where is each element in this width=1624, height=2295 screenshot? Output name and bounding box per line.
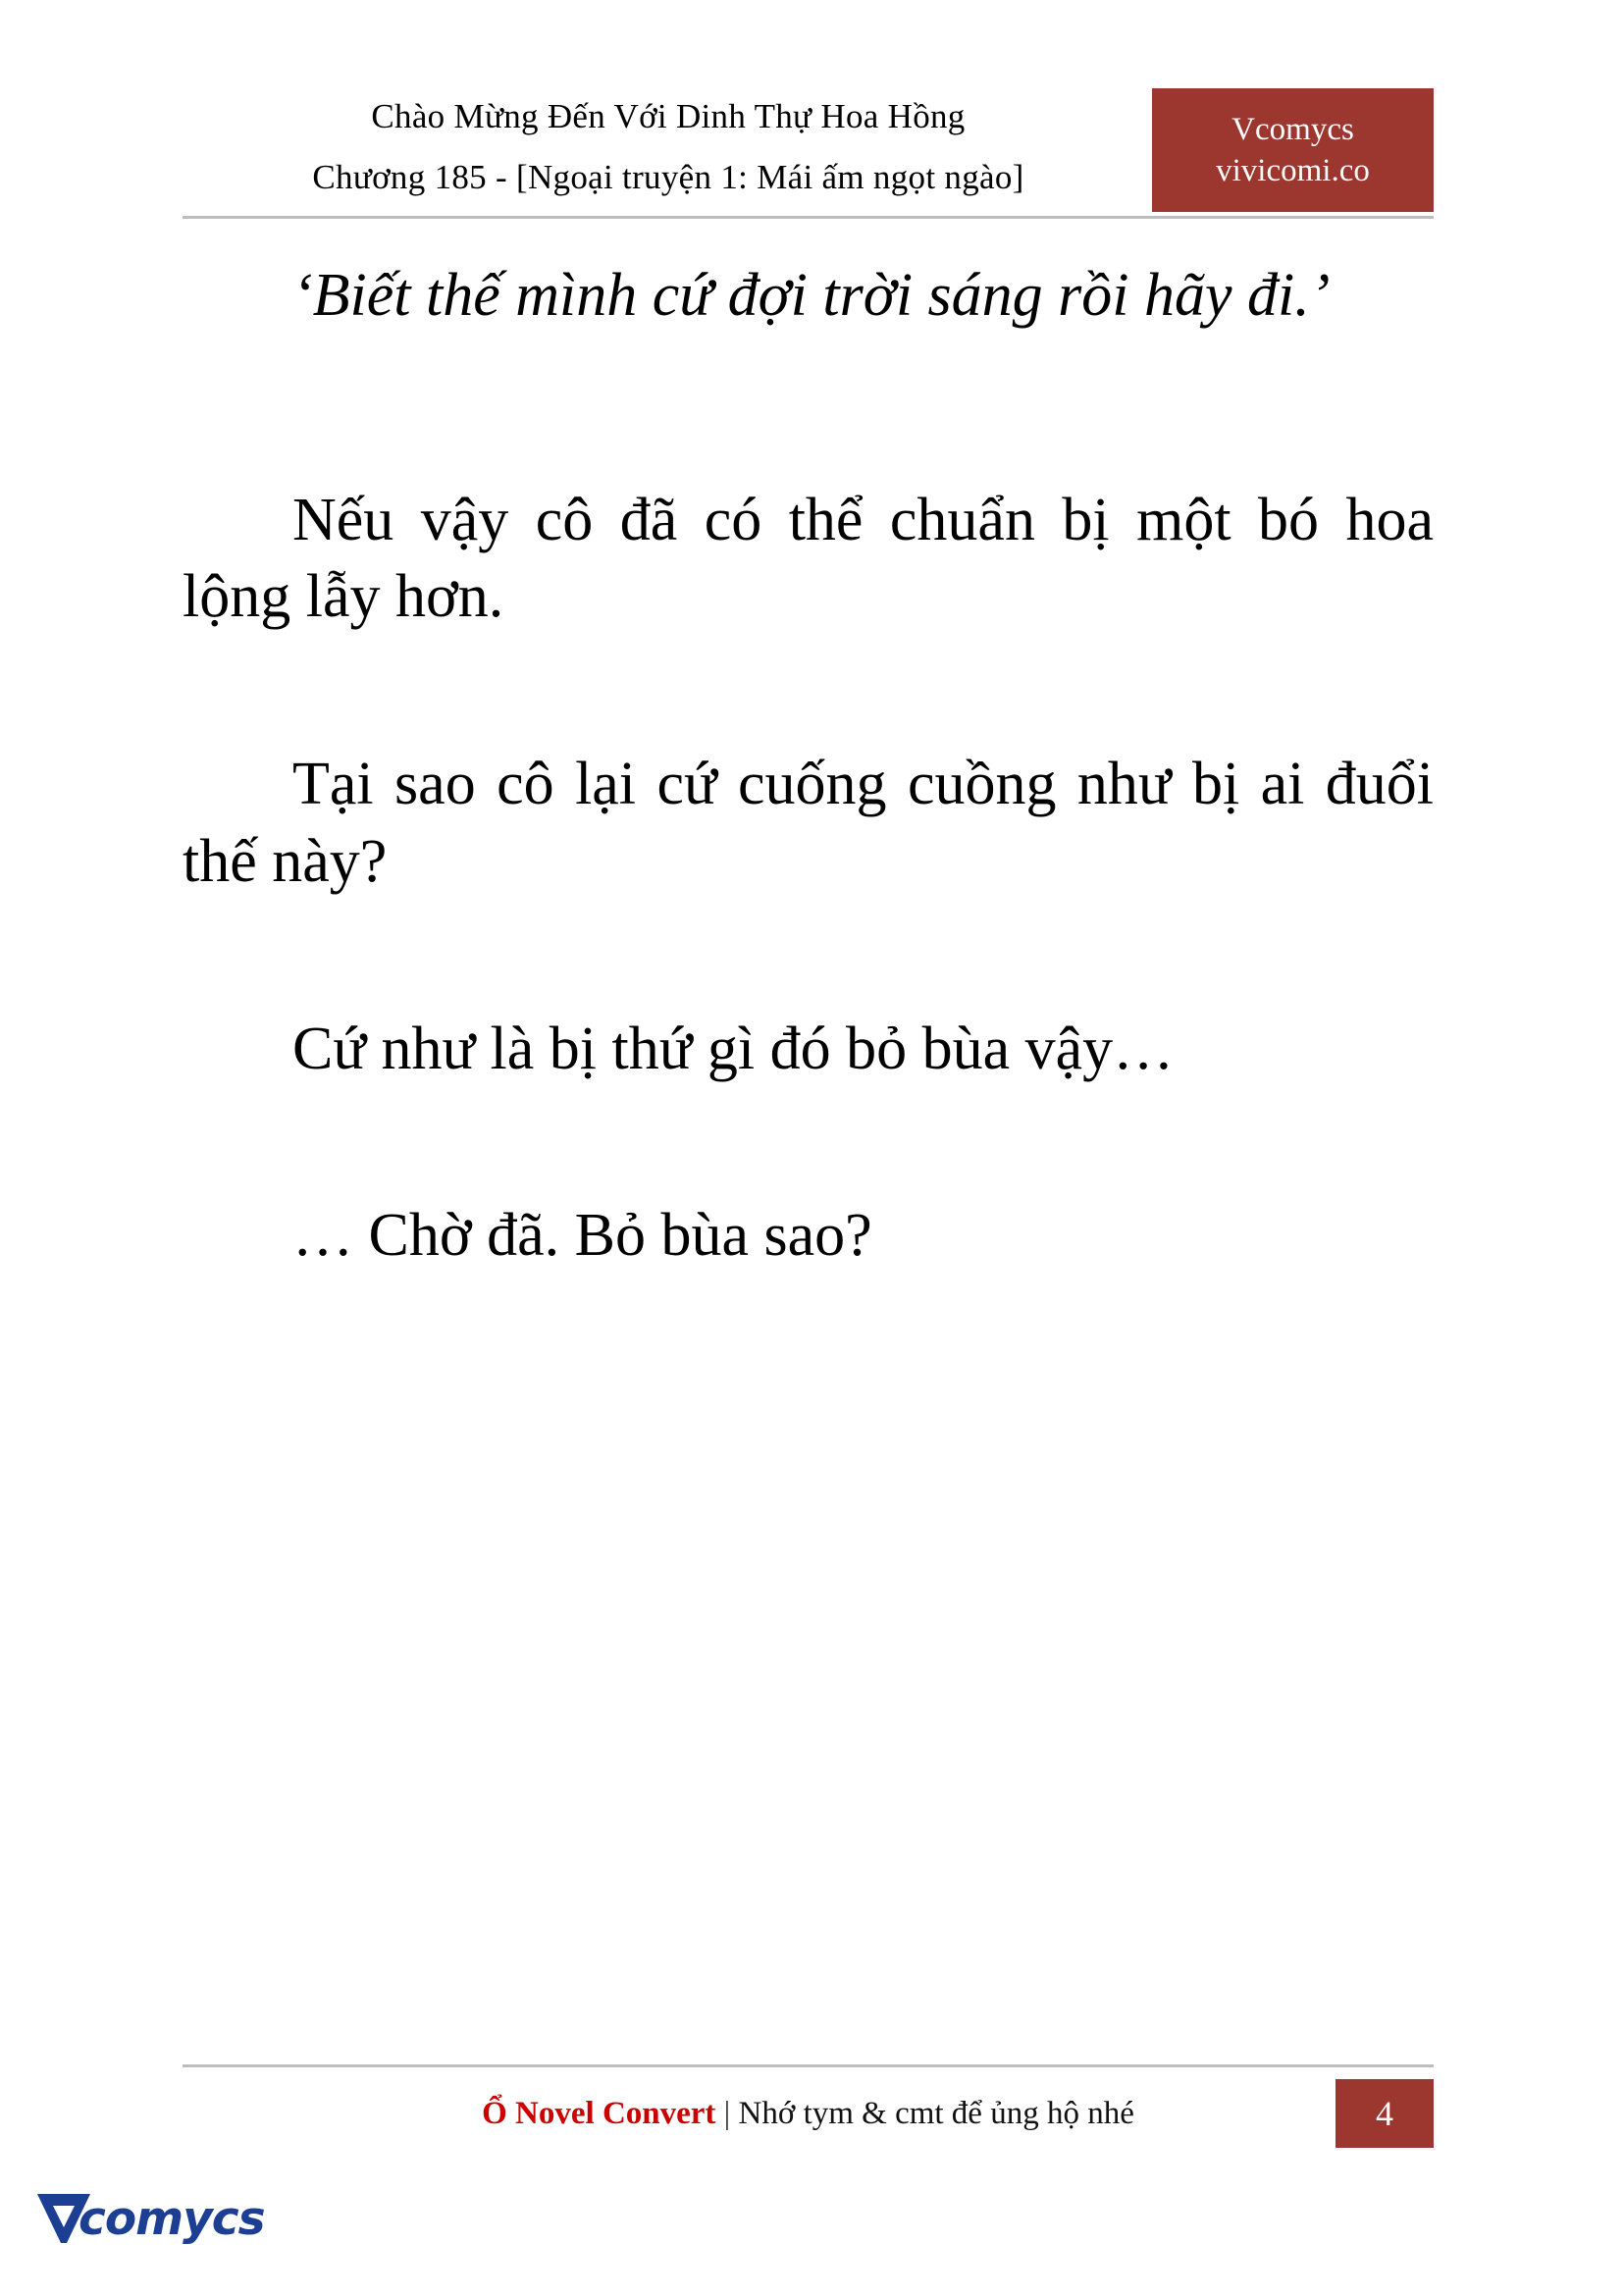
footer-separator: | xyxy=(715,2095,739,2131)
site-badge[interactable] xyxy=(1152,88,1434,212)
header-title xyxy=(183,86,1154,208)
paragraph: ‘Biết thế mình cứ đợi trời sáng rồi hãy đi.’ xyxy=(292,262,1331,329)
footer-note: Nhớ tym & cmt để ủng hộ nhé xyxy=(738,2095,1134,2131)
header-title-line1: Chào Mừng Đến Với Dinh Thự Hoa Hồng xyxy=(371,97,966,135)
page-content xyxy=(183,257,1434,1384)
footer-credit xyxy=(183,2081,1434,2146)
header-title-line2: Chương 185 - [Ngoại truyện 1: Mái ấm ngọt ngào] xyxy=(312,158,1024,196)
paragraph: Nếu vậy cô đã có thể chuẩn bị một bó hoa lộng lẫy hơn. xyxy=(183,486,1434,631)
page-header xyxy=(183,86,1434,219)
site-badge-name: Vcomycs xyxy=(1231,111,1354,147)
paragraph: … Chờ đã. Bỏ bùa sao? xyxy=(292,1202,872,1270)
paragraph: Cứ như là bị thứ gì đó bỏ bùa vậy… xyxy=(292,1015,1175,1082)
footer-text-group xyxy=(482,2096,1134,2132)
paragraph: Tại sao cô lại cứ cuống cuồng như bị ai đuổi thế này? xyxy=(183,751,1434,895)
vcomycs-watermark xyxy=(33,2186,265,2265)
footer-brand: Ổ Novel Convert xyxy=(482,2095,716,2131)
site-badge-url: vivicomi.co xyxy=(1216,153,1370,188)
page-number-badge: 4 xyxy=(1336,2079,1434,2148)
page-footer xyxy=(183,2064,1434,2146)
watermark-label: comycs xyxy=(79,2192,265,2246)
